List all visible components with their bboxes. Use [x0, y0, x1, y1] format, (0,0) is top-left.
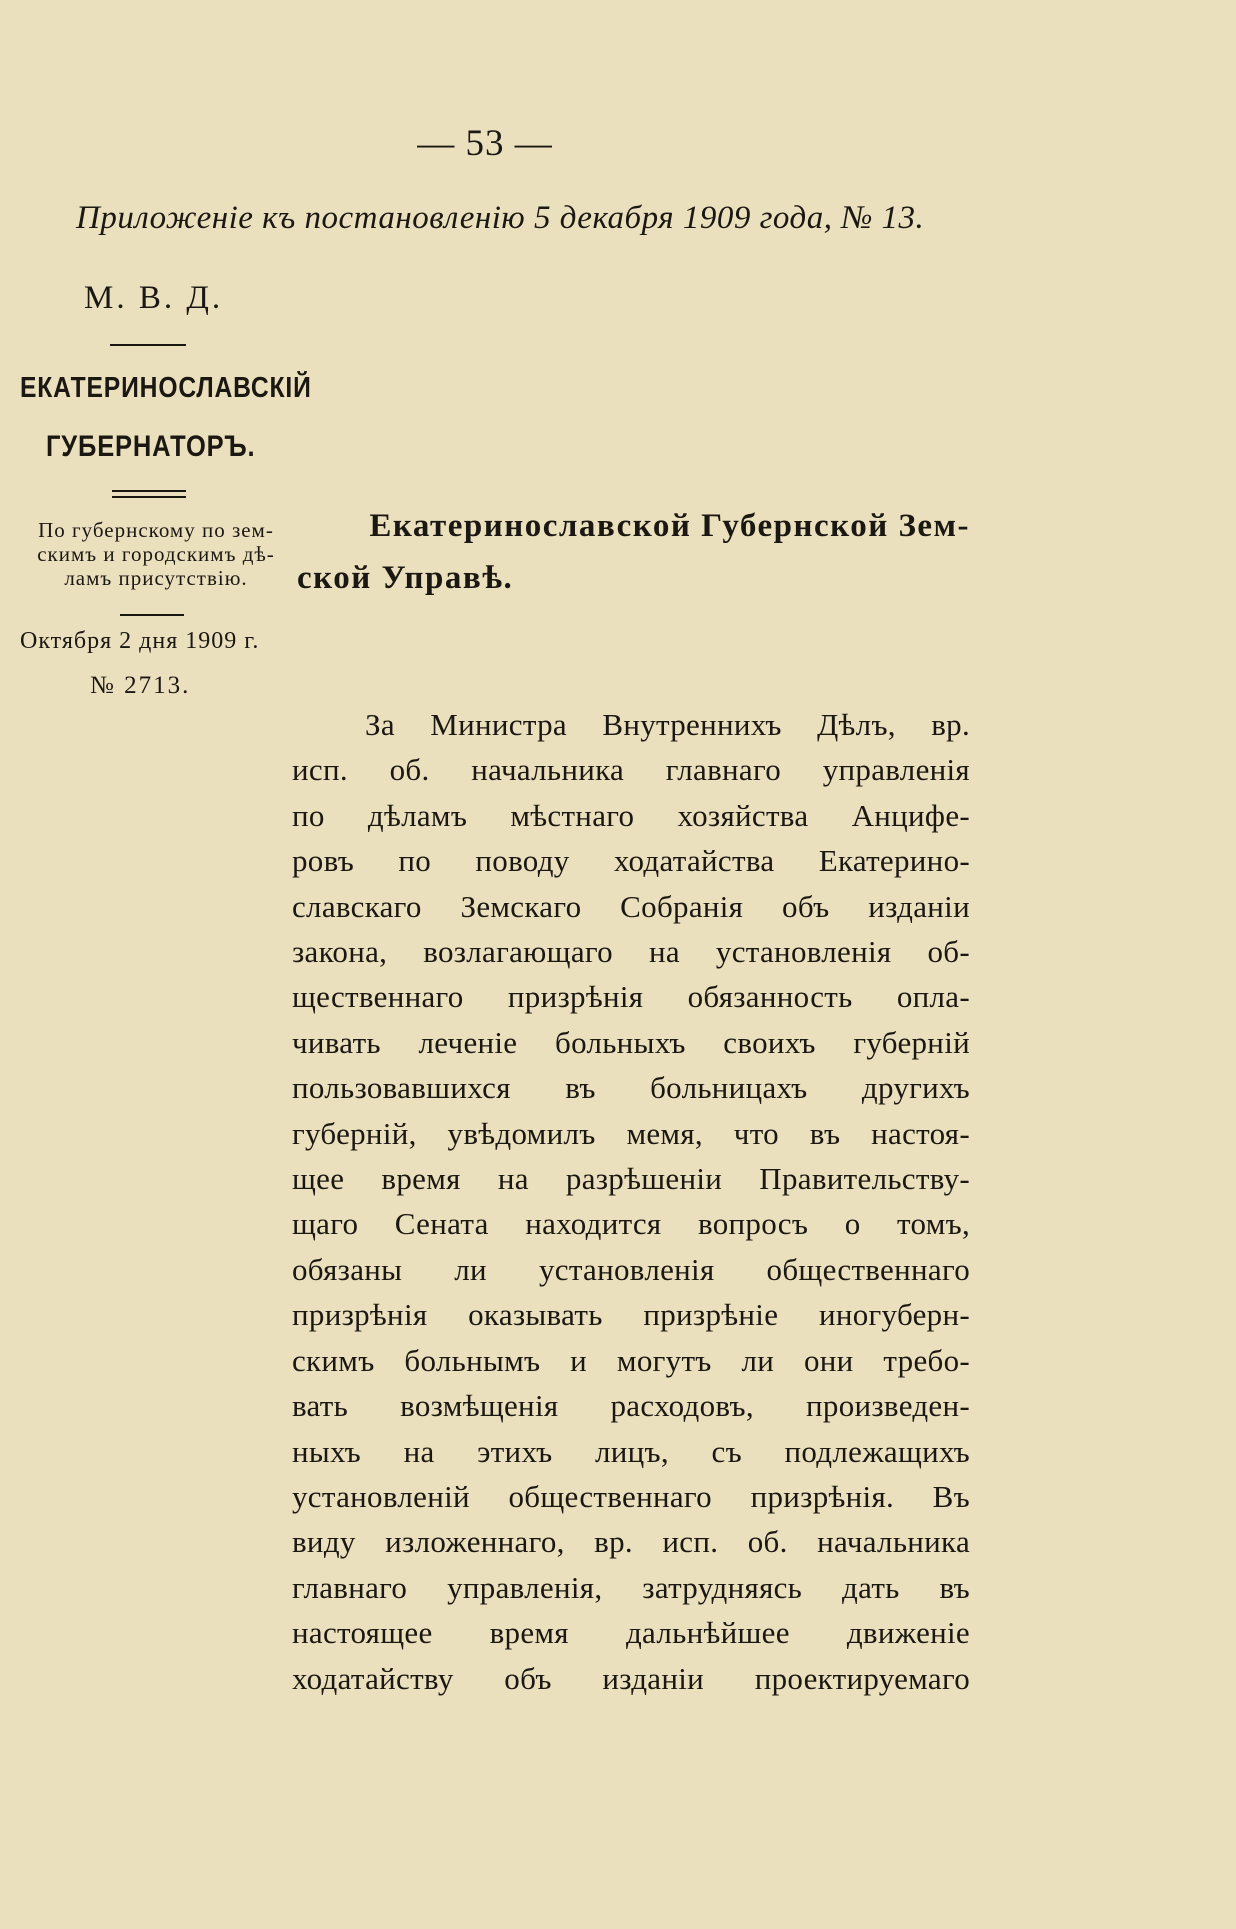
page-number: — 53 — [417, 123, 553, 164]
body-line: губерній, увѣдомилъ мемя, что въ настоя- [292, 1115, 970, 1151]
body-line: главнаго управленія, затрудняясь дать въ [292, 1569, 970, 1605]
body-line: ходатайству объ изданіи проектируемаго [292, 1660, 970, 1696]
body-line: обязаны ли установленія общественнаго [292, 1251, 970, 1287]
addressee-line: Екатеринославской Губернской Зем- [369, 508, 970, 544]
body-line: закона, возлагающаго на установленія об- [292, 934, 970, 970]
department-line: По губернскому по зем- [38, 518, 274, 542]
letter-date: Октября 2 дня 1909 г. [20, 628, 260, 654]
appendix-title: Приложеніе къ постановленію 5 декабря 1909 года, № 13. [76, 200, 925, 236]
divider [110, 344, 186, 346]
body-line: скимъ больнымъ и могутъ ли они требо- [292, 1342, 970, 1378]
body-line: славскаго Земскаго Собранія объ изданіи [292, 888, 970, 924]
body-line: чивать леченіе больныхъ своихъ губерній [292, 1024, 970, 1060]
body-line: настоящее время дальнѣйшее движеніе [292, 1615, 970, 1651]
letter-body [292, 702, 970, 1701]
ministry-abbreviation: М. В. Д. [84, 280, 224, 316]
body-line: щее время на разрѣшеніи Правительству- [292, 1161, 970, 1197]
addressee-line: ской Управѣ. [297, 560, 514, 596]
body-line: вать возмѣщенія расходовъ, произведен- [292, 1388, 970, 1424]
body-line: призрѣнія оказывать призрѣніе иногуберн- [292, 1297, 970, 1333]
body-line: исп. об. начальника главнаго управленія [292, 752, 970, 788]
addressee [290, 500, 970, 604]
department-block [6, 518, 306, 590]
office-title-line2: ГУБЕРНАТОРЪ. [46, 430, 256, 463]
body-line: ровъ по поводу ходатайства Екатерино- [292, 843, 970, 879]
body-line: пользовавшихся въ больницахъ другихъ [292, 1070, 970, 1106]
body-line: щаго Сената находится вопросъ о томъ, [292, 1206, 970, 1242]
body-line: ныхъ на этихъ лицъ, съ подлежащихъ [292, 1433, 970, 1469]
divider [120, 614, 184, 616]
department-line: ламъ присутствію. [64, 566, 248, 590]
body-line: виду изложеннаго, вр. исп. об. начальника [292, 1524, 970, 1560]
body-line: установленій общественнаго призрѣнія. Въ [292, 1478, 970, 1514]
body-line: по дѣламъ мѣстнаго хозяйства Анцифе- [292, 797, 970, 833]
letter-number: № 2713. [90, 672, 191, 699]
body-line: щественнаго призрѣнія обязанность опла- [292, 979, 970, 1015]
department-line: скимъ и городскимъ дѣ- [37, 542, 275, 566]
body-line: За Министра Внутреннихъ Дѣлъ, вр. [365, 707, 970, 742]
double-divider [112, 490, 186, 498]
office-title-line1: ЕКАТЕРИНОСЛАВСКІЙ [20, 372, 312, 404]
